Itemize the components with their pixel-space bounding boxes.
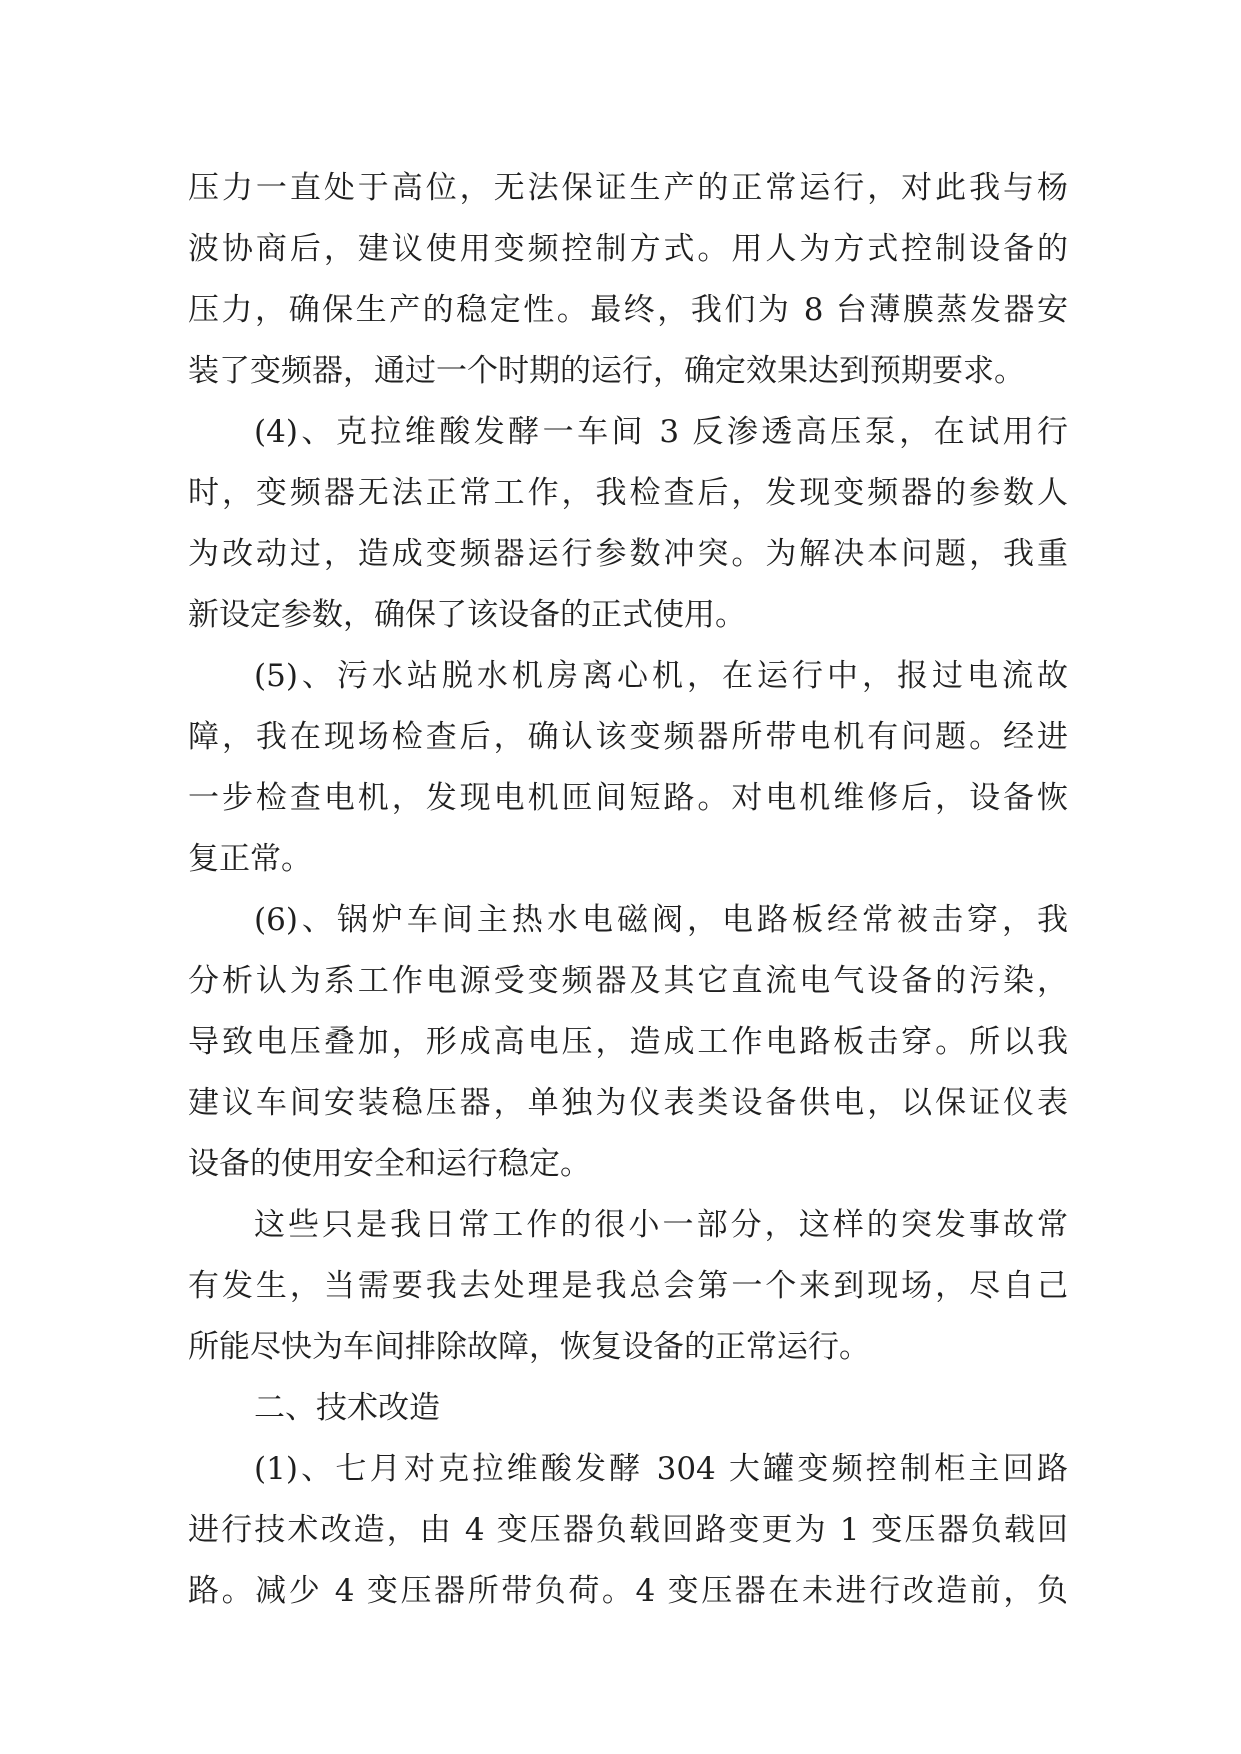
text-line: (6)、锅炉车间主热水电磁阀，电路板经常被击穿，我	[254, 902, 1068, 938]
text-line: 路。减少 4 变压器所带负荷。4 变压器在未进行改造前，负	[188, 1573, 1068, 1609]
document-body	[188, 158, 1068, 1622]
text-line: 有发生，当需要我去处理是我总会第一个来到现场，尽自己	[188, 1268, 1068, 1304]
text-line: 复正常。	[188, 841, 312, 877]
text-line: 波协商后，建议使用变频控制方式。用人为方式控制设备的	[188, 231, 1068, 267]
text-line: 时，变频器无法正常工作，我检查后，发现变频器的参数人	[188, 475, 1068, 511]
text-line: 这些只是我日常工作的很小一部分，这样的突发事故常	[254, 1207, 1068, 1243]
text-line: 为改动过，造成变频器运行参数冲突。为解决本问题，我重	[188, 536, 1068, 572]
text-line: 分析认为系工作电源受变频器及其它直流电气设备的污染，	[188, 963, 1068, 999]
text-line: 新设定参数，确保了该设备的正式使用。	[188, 597, 746, 633]
text-line: 二、技术改造	[254, 1390, 440, 1426]
text-line: 建议车间安装稳压器，单独为仪表类设备供电，以保证仪表	[188, 1085, 1068, 1121]
text-line: 压力，确保生产的稳定性。最终，我们为 8 台薄膜蒸发器安	[188, 292, 1068, 328]
text-line: 装了变频器，通过一个时期的运行，确定效果达到预期要求。	[188, 353, 1025, 389]
text-line: 导致电压叠加，形成高电压，造成工作电路板击穿。所以我	[188, 1024, 1068, 1060]
text-line: (1)、七月对克拉维酸发酵 304 大罐变频控制柜主回路	[254, 1451, 1068, 1487]
text-line: 障，我在现场检查后，确认该变频器所带电机有问题。经进	[188, 719, 1068, 755]
text-line: 所能尽快为车间排除故障，恢复设备的正常运行。	[188, 1329, 870, 1365]
text-line: 进行技术改造，由 4 变压器负载回路变更为 1 变压器负载回	[188, 1512, 1068, 1548]
text-line: 压力一直处于高位，无法保证生产的正常运行，对此我与杨	[188, 170, 1068, 206]
text-line: 设备的使用安全和运行稳定。	[188, 1146, 591, 1182]
text-line: (4)、克拉维酸发酵一车间 3 反渗透高压泵，在试用行	[254, 414, 1068, 450]
text-line: (5)、污水站脱水机房离心机，在运行中，报过电流故	[254, 658, 1068, 694]
text-line: 一步检查电机，发现电机匝间短路。对电机维修后，设备恢	[188, 780, 1068, 816]
